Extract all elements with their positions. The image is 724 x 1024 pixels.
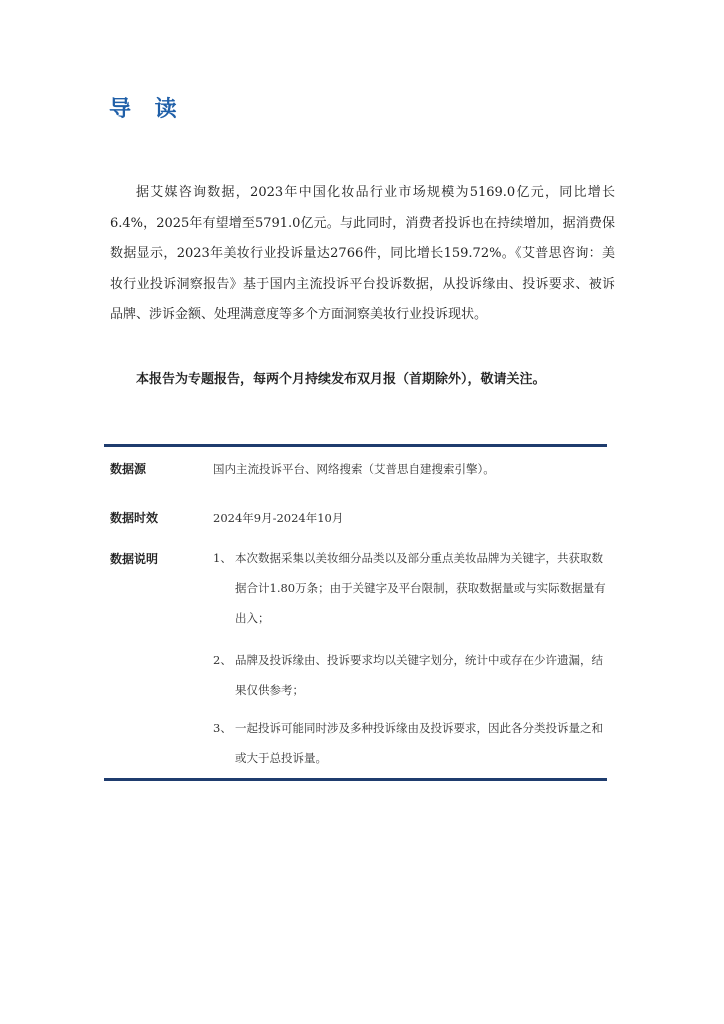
note-item: [213, 713, 608, 775]
note-item: [213, 645, 608, 707]
source-value: 国内主流投诉平台、网络搜索（艾普思自建搜索引擎）。: [213, 462, 495, 476]
note-number: 1、: [213, 551, 232, 565]
period-value: 2024年9月-2024年10月: [213, 511, 344, 525]
period-label: 数据时效: [110, 511, 159, 525]
table-bottom-rule: [104, 778, 607, 781]
notes-label: 数据说明: [110, 552, 159, 566]
report-notice: 本报告为专题报告，每两个月持续发布双月报（首期除外），敬请关注。: [136, 372, 546, 387]
source-label: 数据源: [110, 462, 147, 476]
note-text: 本次数据采集以美妆细分品类以及部分重点美妆品牌为关键字，共获取数据合计1.80万条；由于关键字及平台限制，获取数据量或与实际数据量有出入；: [235, 551, 606, 625]
note-number: 3、: [213, 721, 232, 735]
page-title: 导 读: [109, 97, 185, 122]
note-text: 品牌及投诉缘由、投诉要求均以关键字划分，统计中或存在少许遗漏，结果仅供参考；: [235, 653, 603, 697]
note-item: [213, 543, 608, 635]
intro-paragraph: 据艾媒咨询数据，2023年中国化妆品行业市场规模为5169.0亿元，同比增长6.4%，2025年有望增至5791.0亿元。与此同时，消费者投诉也在持续增加，据消费保数据显示，2023年美妆行业投诉量达2766件，同比增长159.72%。《艾普思咨询：美妆行业投诉洞察报告》基于国内主流投诉平台投诉数据，从投诉缘由、投诉要求、被诉品牌、涉诉金额、处理满意度等多个方面洞察美妆行业投诉现状。: [110, 185, 615, 322]
note-text: 一起投诉可能同时涉及多种投诉缘由及投诉要求，因此各分类投诉量之和或大于总投诉量。: [235, 721, 603, 765]
note-number: 2、: [213, 653, 232, 667]
table-top-rule: [104, 444, 607, 447]
